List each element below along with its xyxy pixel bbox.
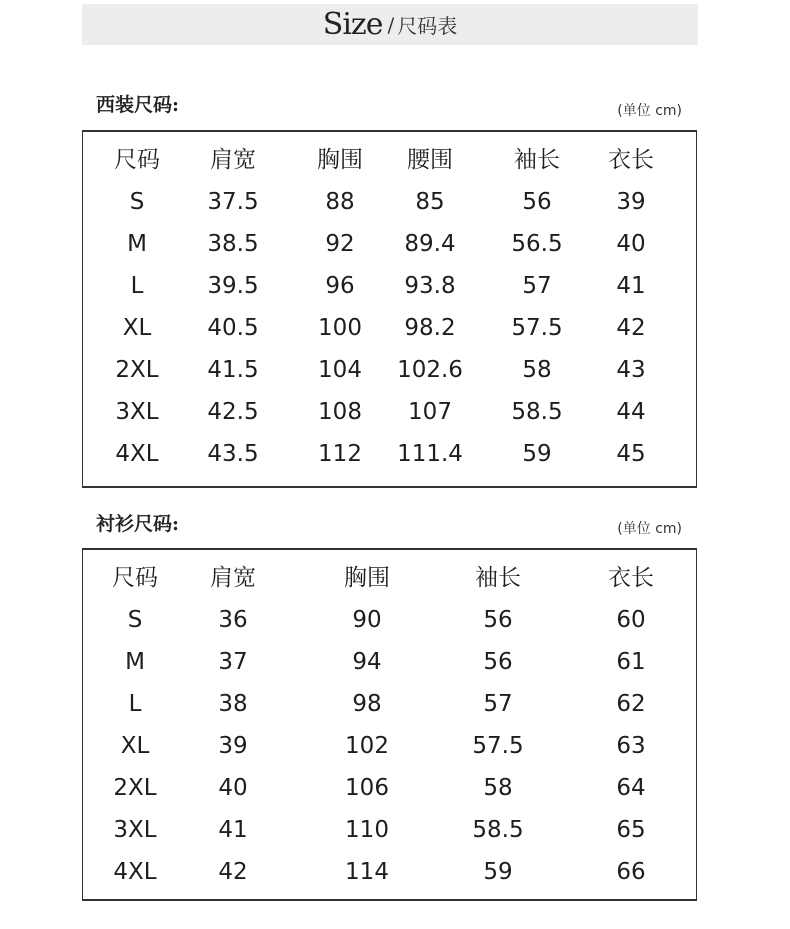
cell-shoulder: 43.5	[207, 441, 259, 467]
cell-waist: 111.4	[397, 441, 463, 467]
title-size-chart: 尺码表	[397, 14, 458, 38]
cell-chest: 106	[345, 775, 389, 801]
cell-size: L	[130, 273, 144, 299]
cell-waist: 107	[408, 399, 452, 425]
cell-shoulder: 38.5	[207, 231, 259, 257]
table-row	[83, 725, 696, 767]
cell-shoulder: 41.5	[207, 357, 259, 383]
cell-chest: 114	[345, 859, 389, 885]
cell-shoulder: 41	[218, 817, 248, 843]
cell-size: S	[127, 607, 143, 633]
table-row	[83, 349, 696, 391]
cell-length: 66	[616, 859, 646, 885]
table-row	[83, 767, 696, 809]
cell-sleeve: 58	[483, 775, 513, 801]
cell-shoulder: 37	[218, 649, 248, 675]
suit-size-table	[82, 130, 697, 488]
cell-length: 40	[616, 231, 646, 257]
cell-sleeve: 59	[522, 441, 552, 467]
cell-chest: 94	[352, 649, 382, 675]
cell-length: 41	[616, 273, 646, 299]
cell-length: 43	[616, 357, 646, 383]
cell-length: 65	[616, 817, 646, 843]
table-row	[83, 433, 696, 475]
suit-col-waist: 腰围	[407, 147, 453, 173]
title-separator: /	[387, 12, 395, 37]
cell-waist: 89.4	[404, 231, 456, 257]
cell-length: 62	[616, 691, 646, 717]
cell-sleeve: 57	[483, 691, 513, 717]
cell-sleeve: 57	[522, 273, 552, 299]
cell-sleeve: 58.5	[472, 817, 524, 843]
cell-size: XL	[120, 733, 150, 759]
cell-waist: 85	[415, 189, 445, 215]
shirt-col-size: 尺码	[112, 565, 158, 591]
cell-size: 4XL	[115, 441, 159, 467]
cell-sleeve: 56	[483, 607, 513, 633]
shirt-col-shoulder: 肩宽	[210, 565, 256, 591]
shirt-header-row	[83, 557, 696, 599]
suit-col-sleeve: 袖长	[514, 147, 560, 173]
table-row	[83, 809, 696, 851]
table-row	[83, 641, 696, 683]
cell-shoulder: 37.5	[207, 189, 259, 215]
cell-chest: 112	[318, 441, 362, 467]
cell-chest: 98	[352, 691, 382, 717]
suit-header-row	[83, 139, 696, 181]
cell-sleeve: 56	[522, 189, 552, 215]
table-row	[83, 181, 696, 223]
cell-size: 2XL	[115, 357, 159, 383]
cell-shoulder: 40.5	[207, 315, 259, 341]
table-row	[83, 307, 696, 349]
cell-waist: 98.2	[404, 315, 456, 341]
cell-sleeve: 56	[483, 649, 513, 675]
size-chart-header	[82, 4, 698, 45]
table-row	[83, 265, 696, 307]
cell-size: XL	[122, 315, 152, 341]
cell-chest: 88	[325, 189, 355, 215]
cell-waist: 102.6	[397, 357, 463, 383]
cell-shoulder: 40	[218, 775, 248, 801]
suit-unit-note: (单位 cm)	[617, 103, 682, 119]
shirt-col-length: 衣长	[608, 565, 654, 591]
cell-size: 2XL	[113, 775, 157, 801]
cell-shoulder: 36	[218, 607, 248, 633]
shirt-unit-note: (单位 cm)	[617, 521, 682, 537]
title-size: Size	[322, 7, 383, 42]
shirt-section-label: 衬衫尺码:	[96, 513, 180, 535]
cell-length: 60	[616, 607, 646, 633]
cell-length: 39	[616, 189, 646, 215]
cell-length: 61	[616, 649, 646, 675]
suit-col-shoulder: 肩宽	[210, 147, 256, 173]
cell-size: 3XL	[115, 399, 159, 425]
cell-chest: 92	[325, 231, 355, 257]
cell-size: 4XL	[113, 859, 157, 885]
table-row	[83, 391, 696, 433]
cell-size: L	[128, 691, 142, 717]
cell-size: M	[125, 649, 145, 675]
cell-sleeve: 57.5	[511, 315, 563, 341]
table-row	[83, 683, 696, 725]
cell-sleeve: 58	[522, 357, 552, 383]
cell-size: S	[129, 189, 145, 215]
suit-col-size: 尺码	[114, 147, 160, 173]
table-row	[83, 223, 696, 265]
cell-length: 64	[616, 775, 646, 801]
cell-length: 45	[616, 441, 646, 467]
cell-length: 44	[616, 399, 646, 425]
shirt-col-sleeve: 袖长	[475, 565, 521, 591]
cell-shoulder: 38	[218, 691, 248, 717]
cell-sleeve: 59	[483, 859, 513, 885]
cell-chest: 110	[345, 817, 389, 843]
cell-waist: 93.8	[404, 273, 456, 299]
cell-size: M	[127, 231, 147, 257]
cell-chest: 102	[345, 733, 389, 759]
cell-shoulder: 42.5	[207, 399, 259, 425]
cell-length: 63	[616, 733, 646, 759]
suit-section-label: 西装尺码:	[96, 94, 180, 116]
table-row	[83, 851, 696, 893]
cell-chest: 100	[318, 315, 362, 341]
suit-col-length: 衣长	[608, 147, 654, 173]
cell-shoulder: 39.5	[207, 273, 259, 299]
cell-sleeve: 57.5	[472, 733, 524, 759]
cell-sleeve: 56.5	[511, 231, 563, 257]
cell-chest: 108	[318, 399, 362, 425]
cell-size: 3XL	[113, 817, 157, 843]
suit-col-chest: 胸围	[317, 147, 363, 173]
cell-chest: 104	[318, 357, 362, 383]
shirt-col-chest: 胸围	[344, 565, 390, 591]
table-row	[83, 599, 696, 641]
shirt-size-table	[82, 548, 697, 901]
cell-shoulder: 42	[218, 859, 248, 885]
cell-chest: 90	[352, 607, 382, 633]
cell-chest: 96	[325, 273, 355, 299]
cell-sleeve: 58.5	[511, 399, 563, 425]
cell-length: 42	[616, 315, 646, 341]
cell-shoulder: 39	[218, 733, 248, 759]
